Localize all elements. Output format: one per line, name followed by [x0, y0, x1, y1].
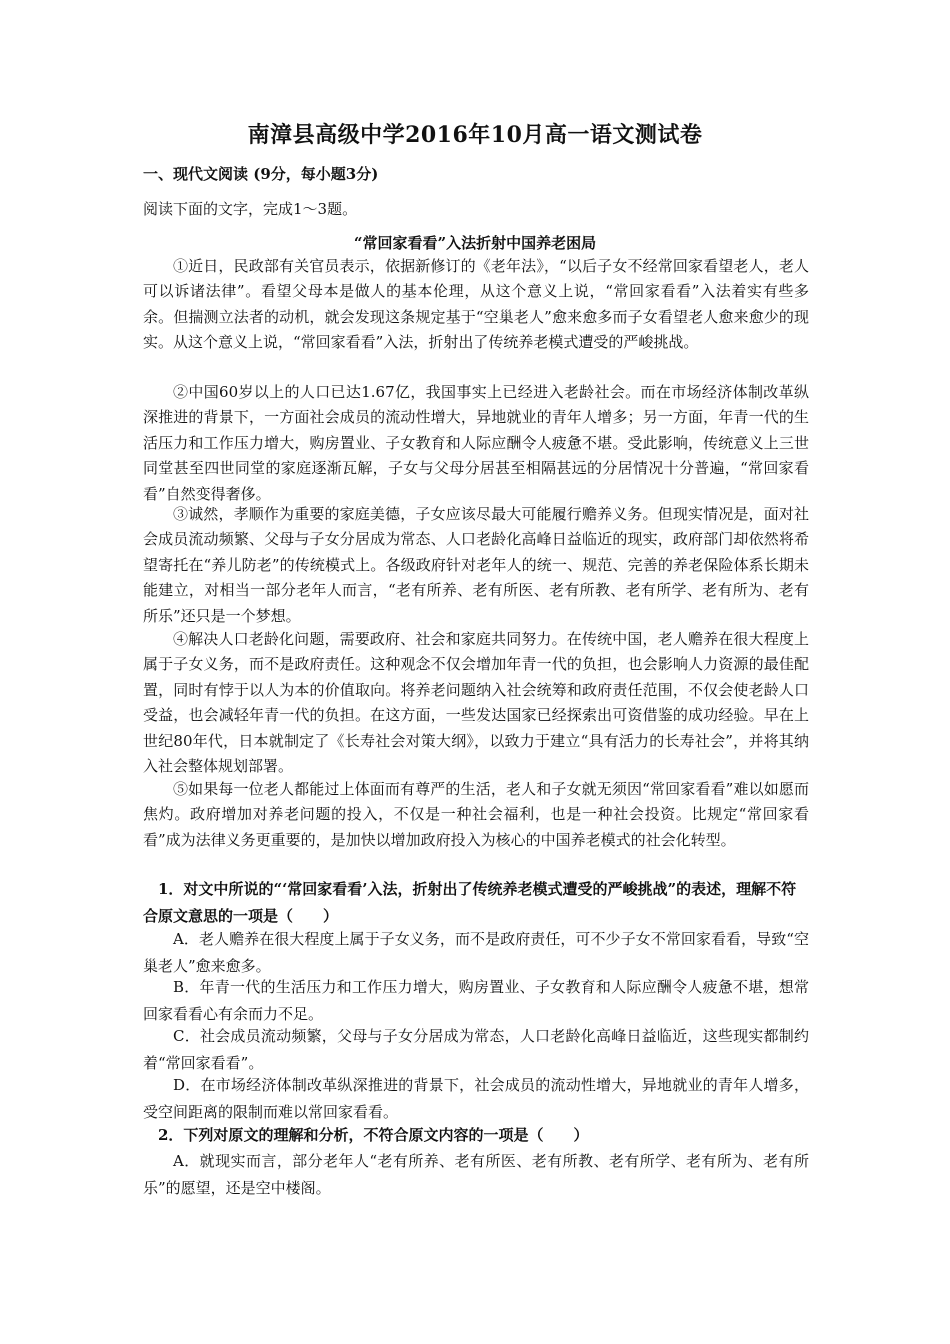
reading-instruction: 阅读下面的文字，完成1～3题。	[143, 200, 358, 218]
article-paragraph-4: ④解决人口老龄化问题，需要政府、社会和家庭共同努力。在传统中国，老人赡养在很大程度上属于子女义务，而不是政府责任。这种观念不仅会增加年青一代的负担，也会影响人力资源的最佳配置，同时有悖于以人为本的价值取向。将养老问题纳入社会统筹和政府责任范围，不仅会使老龄人口受益，也会减轻年青一代的负担。在这方面，一些发达国家已经探索出可资借鉴的成功经验。早在上世纪80年代，日本就制定了《长寿社会对策大纲》，以致力于建立“具有活力的长寿社会”，并将其纳入社会整体规划部署。	[143, 630, 809, 776]
question-1-option-b: B．年青一代的生活压力和工作压力增大，购房置业、子女教育和人际应酬令人疲惫不堪，想常回家看看心有余而力不足。	[143, 978, 809, 1023]
question-2-option-a: A．就现实而言，部分老年人“老有所养、老有所医、老有所教、老有所学、老有所为、老有所乐”的愿望，还是空中楼阁。	[143, 1152, 809, 1197]
article-paragraph-5: ⑤如果每一位老人都能过上体面而有尊严的生活，老人和子女就无须因“常回家看看”难以如愿而焦灼。政府增加对养老问题的投入，不仅是一种社会福利，也是一种社会投资。比规定“常回家看看”成为法律义务更重要的，是加快以增加政府投入为核心的中国养老模式的社会化转型。	[143, 780, 809, 849]
question-1-option-a: A．老人赡养在很大程度上属于子女义务，而不是政府责任，可不少子女不常回家看看，导致“空巢老人”愈来愈多。	[143, 930, 809, 975]
article-paragraph-3: ③诚然，孝顺作为重要的家庭美德，子女应该尽最大可能履行赡养义务。但现实情况是，面对社会成员流动频繁、父母与子女分居成为常态、人口老龄化高峰日益临近的现实，政府部门却依然将希望寄托在“养儿防老”的传统模式上。各级政府针对老年人的统一、规范、完善的养老保险体系长期未能建立，对相当一部分老年人而言，“老有所养、老有所医、老有所教、老有所学、老有所为、老有所乐”还只是一个梦想。	[143, 505, 809, 625]
article-paragraph-1: ①近日，民政部有关官员表示，依据新修订的《老年法》，“以后子女不经常回家看望老人，老人可以诉诸法律”。看望父母本是做人的基本伦理，从这个意义上说，“常回家看看”入法着实有些多余。但揣测立法者的动机，就会发现这条规定基于“空巢老人”愈来愈多而子女看望老人愈来愈少的现实。从这个意义上说，“常回家看看”入法，折射出了传统养老模式遭受的严峻挑战。	[143, 257, 809, 352]
article-paragraph-2: ②中国60岁以上的人口已达1.67亿，我国事实上已经进入老龄社会。而在市场经济体制改革纵深推进的背景下，一方面社会成员的流动性增大，异地就业的青年人增多；另一方面，年青一代的生活压力和工作压力增大，购房置业、子女教育和人际应酬令人疲惫不堪。受此影响，传统意义上三世同堂甚至四世同堂的家庭逐渐瓦解，子女与父母分居甚至相隔甚远的分居情况十分普遍，“常回家看看”自然变得奢侈。	[143, 383, 809, 503]
section-heading: 一、现代文阅读 (9分，每小题3分)	[143, 165, 379, 183]
question-1-stem: 1．对文中所说的“‘常回家看看’入法，折射出了传统养老模式遭受的严峻挑战”的表述，理解不符合原文意思的一项是（ ）	[143, 880, 797, 925]
question-2-stem: 2．下列对原文的理解和分析，不符合原文内容的一项是（ ）	[158, 1126, 589, 1144]
question-1-option-c: C．社会成员流动频繁，父母与子女分居成为常态，人口老龄化高峰日益临近，这些现实都制约着“常回家看看”。	[143, 1027, 809, 1072]
article-title: “常回家看看”入法折射中国养老困局	[353, 234, 597, 252]
page-title: 南漳县高级中学2016年10月高一语文测试卷	[247, 122, 703, 148]
question-1-option-d: D．在市场经济体制改革纵深推进的背景下，社会成员的流动性增大，异地就业的青年人增多，受空间距离的限制而难以常回家看看。	[143, 1076, 809, 1121]
